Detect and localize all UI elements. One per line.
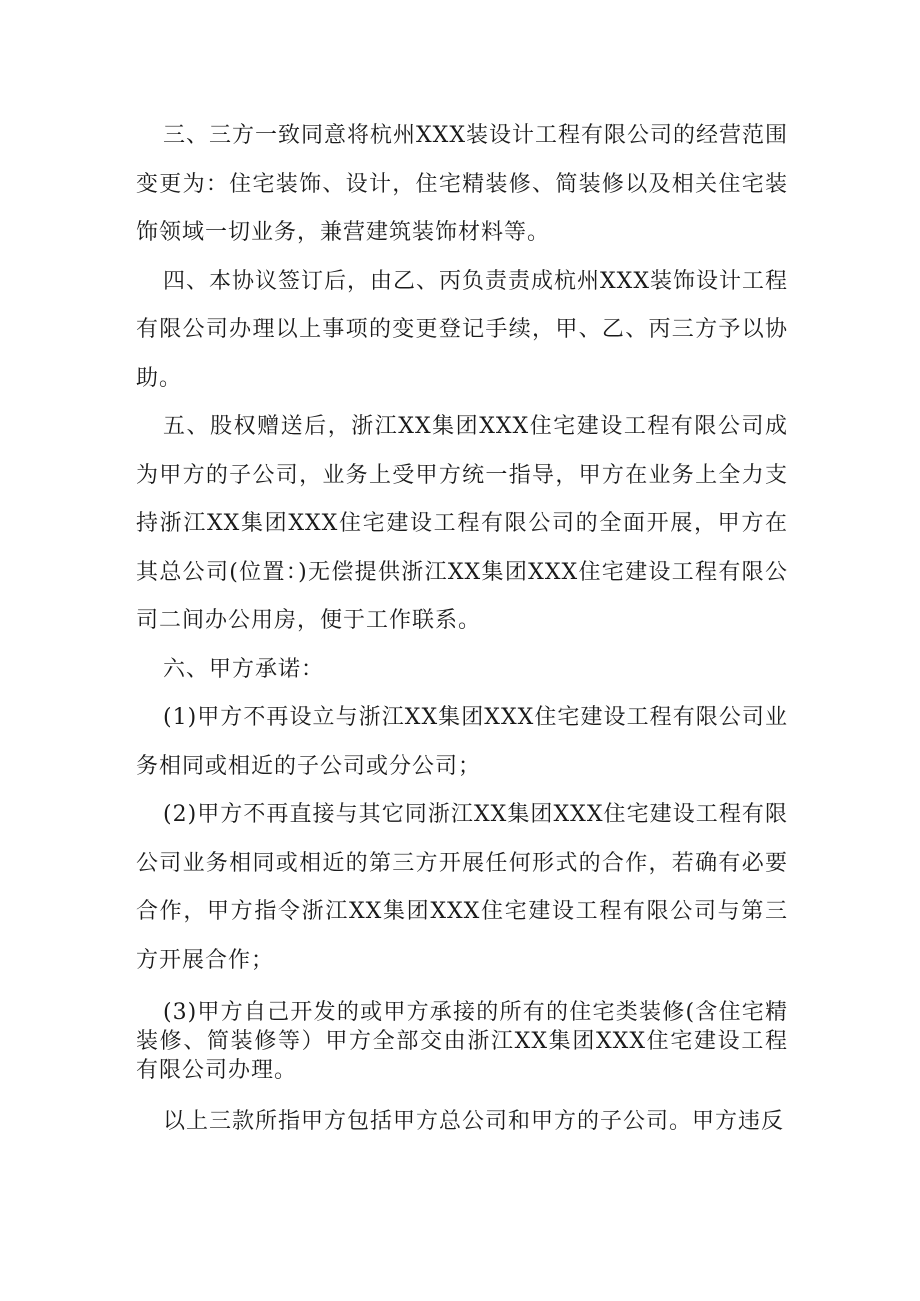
paragraph-article-3: 三、三方一致同意将杭州XXX装设计工程有限公司的经营范围变更为：住宅装饰、设计，住宅精装修、简装修以及相关住宅装饰领域一切业务，兼营建筑装饰材料等。: [136, 123, 788, 245]
paragraph-clause-2: (2)甲方不再直接与其它同浙江XX集团XXX住宅建设工程有限公司业务相同或相近的第三方开展任何形式的合作，若确有必要合作，甲方指令浙江XX集团XXX住宅建设工程有限公司与第三方开展合作；: [136, 802, 788, 973]
paragraph-article-6-heading: 六、甲方承诺：: [163, 656, 325, 682]
paragraph-clause-1: (1)甲方不再设立与浙江XX集团XXX住宅建设工程有限公司业务相同或相近的子公司或分公司；: [136, 705, 788, 779]
paragraph-article-5: 五、股权赠送后，浙江XX集团XXX住宅建设工程有限公司成为甲方的子公司，业务上受甲方统一指导，甲方在业务上全力支持浙江XX集团XXX住宅建设工程有限公司的全面开展，甲方在其总公司(位置：)无偿提供浙江XX集团XXX住宅建设工程有限公司二间办公用房，便于工作联系。: [136, 414, 788, 633]
paragraph-summary: 以上三款所指甲方包括甲方总公司和甲方的子公司。甲方违反: [163, 1109, 785, 1134]
paragraph-article-4: 四、本协议签订后，由乙、丙负责责成杭州XXX装饰设计工程有限公司办理以上事项的变更登记手续，甲、乙、丙三方予以协助。: [136, 268, 788, 391]
document-page: [136, 112, 788, 1147]
paragraph-clause-3: (3)甲方自己开发的或甲方承接的所有的住宅类装修(含住宅精装修、简装修等）甲方全部交由浙江XX集团XXX住宅建设工程有限公司办理。: [136, 1000, 788, 1083]
